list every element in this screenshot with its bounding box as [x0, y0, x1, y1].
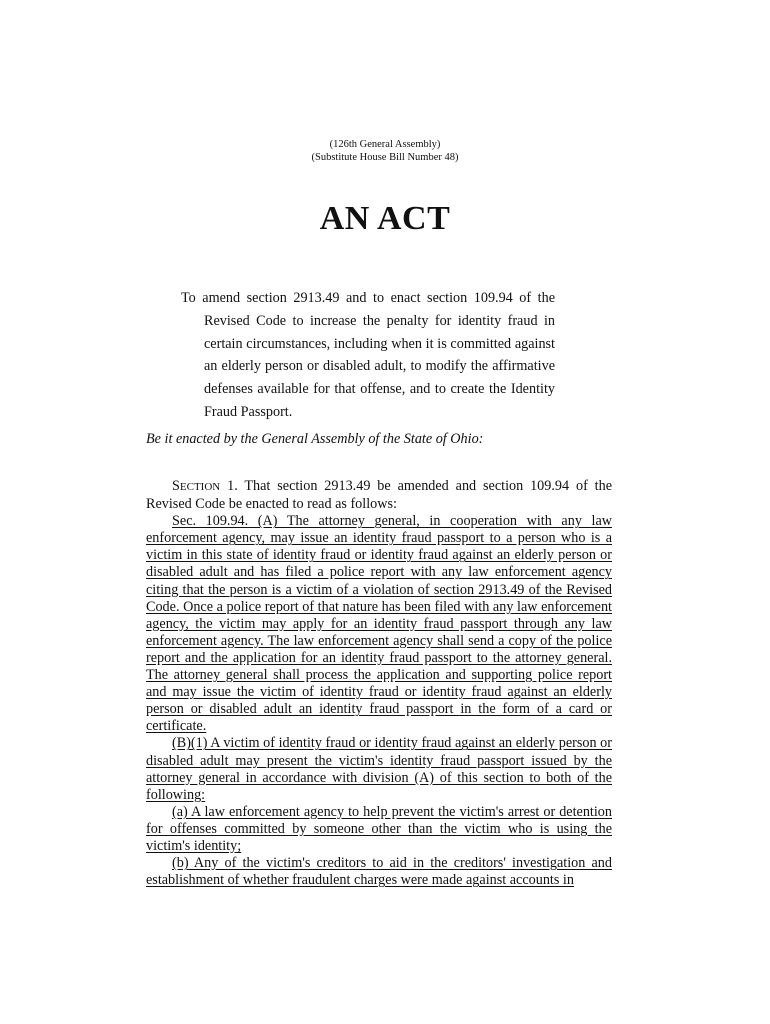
- act-title: AN ACT: [319, 200, 451, 237]
- inserted-text: (B)(1) A victim of identity fraud or identity fraud against an elderly person or disabled adult may present the victim's identity fraud passport issued by the attorney general in accordance with division (A) of this section to both of the following:: [146, 735, 612, 803]
- inserted-text: (b) Any of the victim's creditors to aid in the creditors' investigation and establishment of whether fraudulent charges were made against accounts in: [146, 855, 612, 889]
- enacting-clause: Be it enacted by the General Assembly of the State of Ohio:: [146, 431, 484, 447]
- section-label: SECTION 1.: [172, 478, 238, 494]
- bill-header: [0, 139, 770, 164]
- act-preamble: To amend section 2913.49 and to enact section 109.94 of the Revised Code to increase the penalty for identity fraud in certain circumstances, including when it is committed against an elderly person or disabled adult, to modify the affirmative defenses available for that offense, and to create the Identity Fraud Passport.: [181, 290, 555, 420]
- general-assembly-line: (126th General Assembly): [329, 139, 441, 150]
- bill-number-line: (Substitute House Bill Number 48): [311, 151, 459, 163]
- act-body: [146, 478, 612, 889]
- paragraph-b-1: [146, 735, 612, 803]
- section-1-paragraph: [146, 478, 612, 513]
- section-1-text: That section 2913.49 be amended and section 109.94 of the Revised Code be enacted to read as follows:: [146, 478, 613, 513]
- paragraph-sec-109-94-a: [146, 513, 612, 735]
- inserted-text: (a) A law enforcement agency to help prevent the victim's arrest or detention for offenses committed by someone other than the victim who is using the victim's identity;: [146, 803, 612, 854]
- inserted-text: Sec. 109.94. (A) The attorney general, in cooperation with any law enforcement agency, may issue an identity fraud passport to a person who is a victim in this state of identity fraud or identity fraud against an elderly person or disabled adult and has filed a police report with any law enforcement agency citing that the person is a victim of a violation of section 2913.49 of the Revised Code. Once a police report of that nature has been filed with any law enforcement agency, the victim may apply for an identity fraud passport through any law enforcement agency. The law enforcement agency shall send a copy of the police report and the application for an identity fraud passport to the attorney general. The attorney general shall process the application and supporting police report and may issue the victim of identity fraud or identity fraud against an elderly person or disabled adult an identity fraud passport in the form of a card or certificate.: [146, 513, 612, 735]
- paragraph-b-1-a: [146, 804, 612, 855]
- paragraph-b-1-b: [146, 855, 612, 889]
